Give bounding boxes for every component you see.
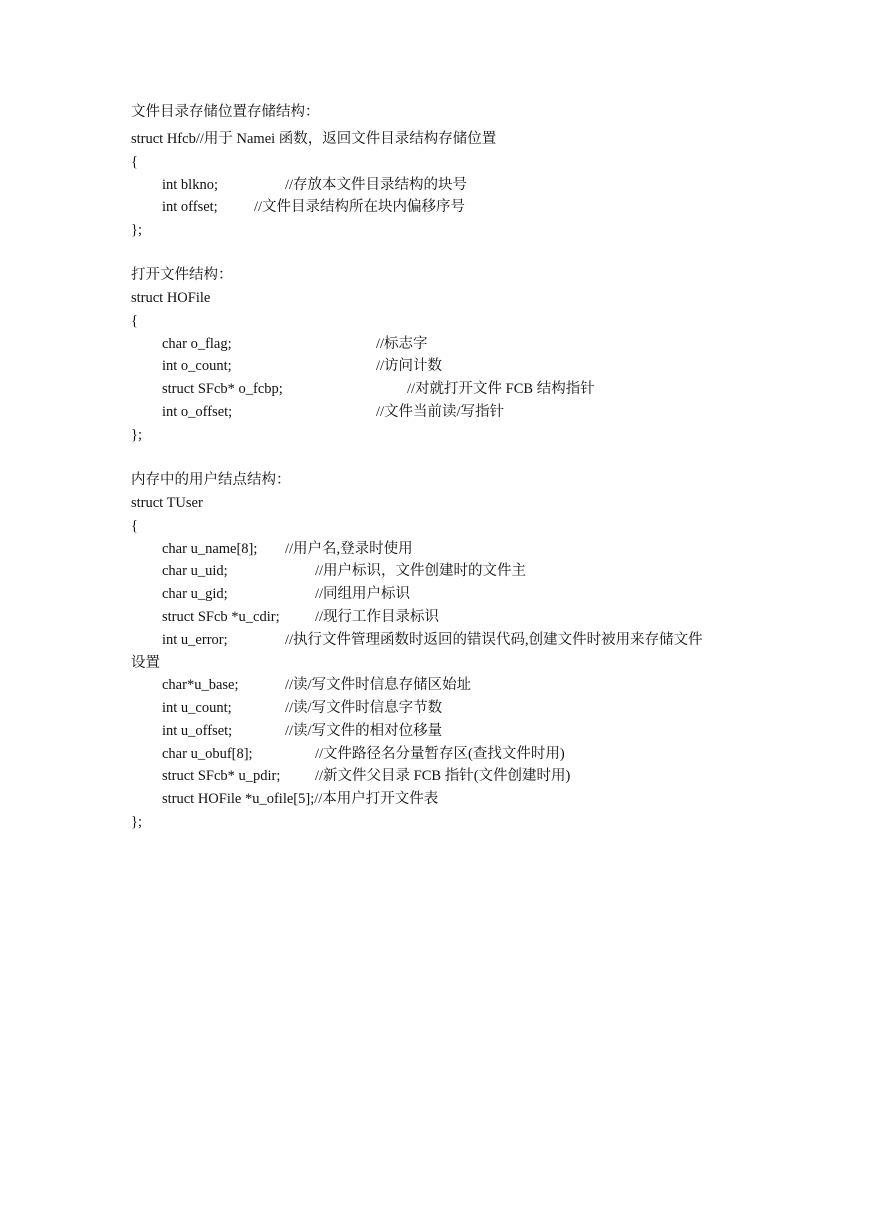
field-row: [162, 198, 466, 216]
open-brace: {: [131, 518, 138, 534]
field-code: int offset;: [162, 199, 218, 215]
field-comment: //读/写文件时信息存储区始址: [285, 677, 472, 693]
field-comment: //文件当前读/写指针: [376, 404, 505, 420]
field-row: [162, 722, 443, 740]
field-row: [162, 608, 440, 626]
field-code: int o_count;: [162, 358, 232, 374]
field-code: char o_flag;: [162, 336, 232, 352]
field-row: [162, 403, 505, 421]
close-brace: };: [131, 814, 142, 830]
open-brace: {: [131, 313, 138, 329]
field-comment: //现行工作目录标识: [315, 609, 440, 625]
field-comment: //同组用户标识: [315, 586, 411, 602]
field-row: [162, 699, 443, 717]
field-code: struct SFcb* u_pdir;: [162, 768, 281, 784]
field-comment: //本用户打开文件表: [314, 791, 439, 807]
close-brace: };: [131, 222, 142, 238]
struct-declaration-hofile: struct HOFile: [131, 290, 211, 306]
section-heading-hfcb: 文件目录存储位置存储结构：: [131, 104, 320, 120]
field-code: struct SFcb* o_fcbp;: [162, 381, 283, 397]
field-comment: //访问计数: [376, 358, 443, 374]
open-brace: {: [131, 154, 138, 170]
field-comment: //文件目录结构所在块内偏移序号: [254, 199, 466, 215]
field-code: int o_offset;: [162, 404, 233, 420]
field-code: char*u_base;: [162, 677, 239, 693]
field-code: int u_offset;: [162, 723, 233, 739]
field-row: [162, 176, 468, 194]
field-row: [162, 790, 438, 808]
field-code: struct HOFile *u_ofile[5];: [162, 791, 315, 807]
field-row: [162, 540, 413, 558]
field-row: [162, 380, 595, 398]
field-row: [162, 767, 571, 785]
section-heading-hofile: 打开文件结构：: [131, 267, 233, 283]
field-code: int blkno;: [162, 177, 218, 193]
field-code: char u_name[8];: [162, 541, 258, 557]
field-comment: //对就打开文件 FCB 结构指针: [407, 381, 595, 397]
field-row: [162, 585, 411, 603]
field-comment: //新文件父目录 FCB 指针(文件创建时用): [315, 768, 571, 784]
field-comment: //读/写文件时信息字节数: [285, 700, 443, 716]
struct-declaration-tuser: struct TUser: [131, 495, 203, 511]
field-row: [162, 631, 703, 649]
section-heading-tuser: 内存中的用户结点结构：: [131, 472, 291, 488]
field-comment: //存放本文件目录结构的块号: [285, 177, 468, 193]
field-code: int u_count;: [162, 700, 232, 716]
field-row: [162, 676, 472, 694]
field-row: [162, 335, 428, 353]
field-row: [162, 357, 443, 375]
field-comment: //执行文件管理函数时返回的错误代码,创建文件时被用来存储文件: [285, 632, 703, 648]
close-brace: };: [131, 427, 142, 443]
field-comment: //用户名,登录时使用: [285, 541, 413, 557]
field-comment: //用户标识，文件创建时的文件主: [315, 563, 527, 579]
field-comment: //标志字: [376, 336, 428, 352]
field-row: [162, 562, 527, 580]
field-comment: //文件路径名分量暂存区(查找文件时用): [315, 746, 565, 762]
struct-declaration-hfcb: struct Hfcb//用于 Namei 函数，返回文件目录结构存储位置: [131, 131, 497, 147]
field-code: struct SFcb *u_cdir;: [162, 609, 280, 625]
field-comment: //读/写文件的相对位移量: [285, 723, 443, 739]
field-row: [162, 745, 565, 763]
field-code: int u_error;: [162, 632, 228, 648]
comment-wrap: 设置: [131, 655, 160, 671]
field-code: char u_uid;: [162, 563, 228, 579]
field-code: char u_gid;: [162, 586, 228, 602]
field-code: char u_obuf[8];: [162, 746, 253, 762]
